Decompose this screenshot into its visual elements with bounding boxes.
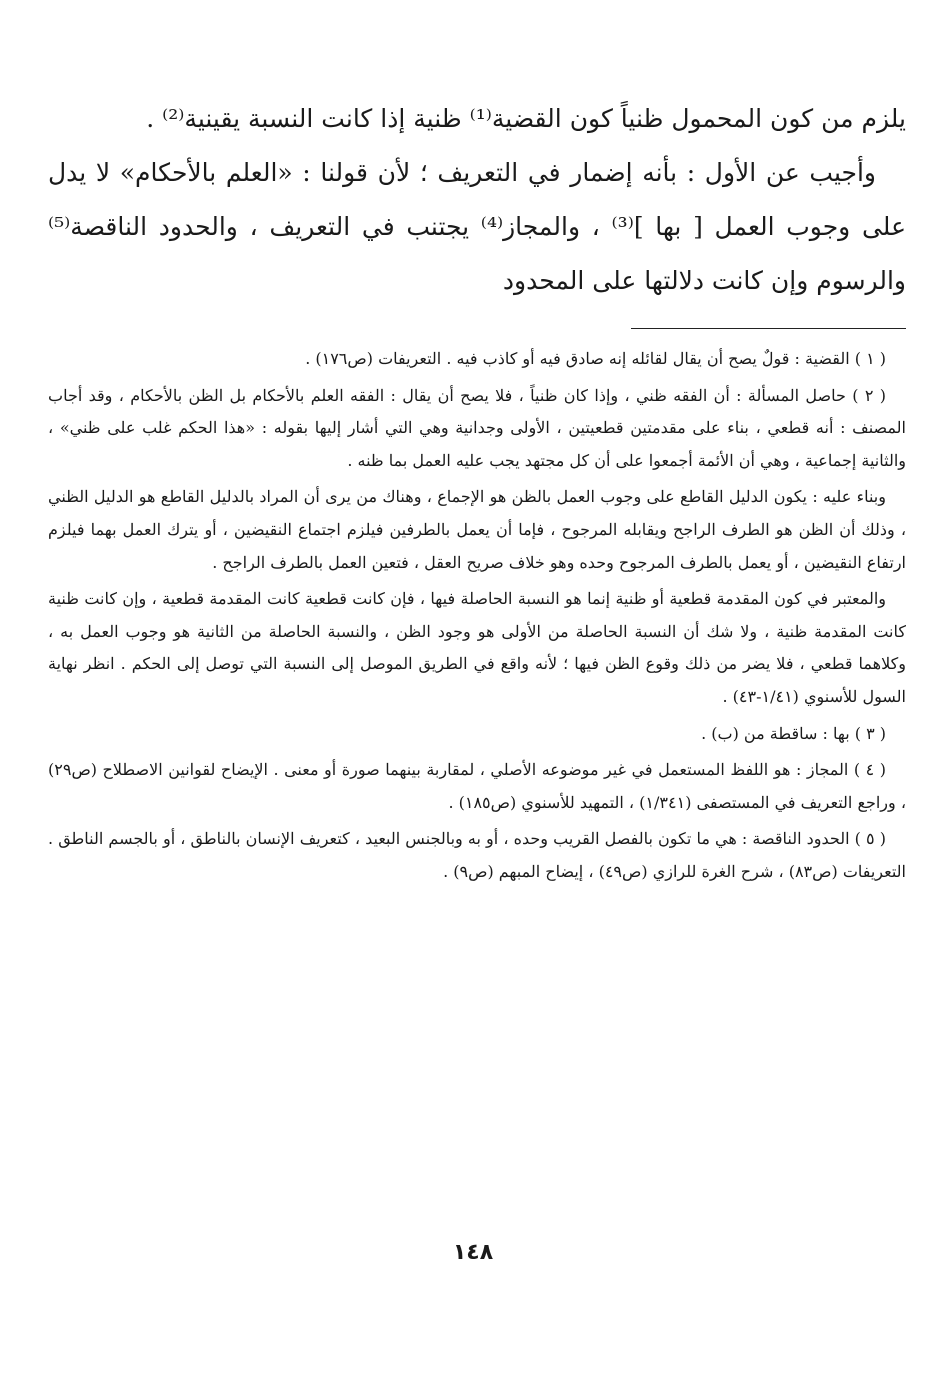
footnote-separator — [631, 328, 906, 329]
footnote-2-continuation-2: والمعتبر في كون المقدمة قطعية أو ظنية إنما هو النسبة الحاصلة فيها ، فإن كانت قطعية كانت المقدمة قطعية ، وإن كانت ظنية كانت المقدمة ظنية ، ولا شك أن النسبة الحاصلة من الأولى هو وجود الظن ، والنسبة الحاصلة من الثانية هو وجوب العمل به ، وكلاهما قطعي ، فلا يضر من ذلك وقوع الظن فيها ؛ لأنه واقع في الطريق الموصل إلى النسبة التي توصل إلى الحكم . انظر نهاية السول للأسنوي (١/٤١-٤٣) . — [48, 589, 907, 706]
main-text — [48, 92, 906, 308]
footnote-4: ( ٤ ) المجاز : هو اللفظ المستعمل في غير موضوعه الأصلي ، لمقاربة بينهما صورة أو معنى . الإيضاح لقوانين الاصطلاح (ص٢٩) ، وراجع التعريف في المستصفى (١/٣٤١) ، التمهيد للأسنوي (ص١٨٥) . — [48, 760, 906, 812]
footnotes — [48, 343, 906, 889]
main-paragraph-1: يلزم من كون المحمول ظنياً كون القضية⁽¹⁾ ظنية إذا كانت النسبة يقينية⁽²⁾ . — [146, 104, 906, 133]
page-number: ١٤٨ — [452, 1240, 494, 1265]
footnote-5: ( ٥ ) الحدود الناقصة : هي ما تكون بالفصل القريب وحده ، أو به وبالجنس البعيد ، كتعريف الإنسان بالناطق ، أو بالجسم الناطق . التعريفات (ص٨٣) ، شرح الغرة للرازي (ص٤٩) ، إيضاح المبهم (ص٩) . — [48, 829, 906, 881]
footnote-2-continuation-1: وبناء عليه : يكون الدليل القاطع على وجوب العمل بالظن هو الإجماع ، وهناك من يرى أن المراد بالدليل القاطع هو الدليل الظني ، وذلك أن الظن هو الطرف الراجح ويقابله المرجوح ، فإما أن يعمل بالطرفين فيلزم اجتماع النقيضين ، أو يترك العمل بهما فيلزم ارتفاع النقيضين ، أو يعمل بالطرف المرجوح وحده وهو خلاف صريح العقل ، فتعين العمل بالطرف الراجح . — [48, 487, 907, 572]
footnote-3: ( ٣ ) بها : ساقطة من (ب) . — [701, 723, 886, 743]
footnote-2: ( ٢ ) حاصل المسألة : أن الفقه ظني ، وإذا كان ظنياً ، فلا يصح أن يقال : الفقه العلم بالأحكام بل الظن بالأحكام ، وقد أجاب المصنف : أنه قطعي ، بناء على مقدمتين قطعيتين ، الأولى وجدانية وهي التي أشار إليها بقوله : «هذا الحكم غلب على ظني» ، والثانية إجماعية ، وهي أن الأئمة أجمعوا على أن كل مجتهد يجب عليه العمل بما ظنه . — [48, 385, 907, 470]
main-paragraph-2: وأجيب عن الأول : بأنه إضمار في التعريف ؛ لأن قولنا : «العلم بالأحكام» لا يدل على وجوب العمل [ بها ]⁽³⁾ ، والمجاز⁽⁴⁾ يجتنب في التعريف ، والحدود الناقصة⁽⁵⁾ والرسوم وإن كانت دلالتها على المحدود — [48, 158, 906, 295]
footnote-1: ( ١ ) القضية : قولٌ يصح أن يقال لقائله إنه صادق فيه أو كاذب فيه . التعريفات (ص١٧٦) . — [305, 349, 886, 368]
page-body — [48, 92, 906, 893]
